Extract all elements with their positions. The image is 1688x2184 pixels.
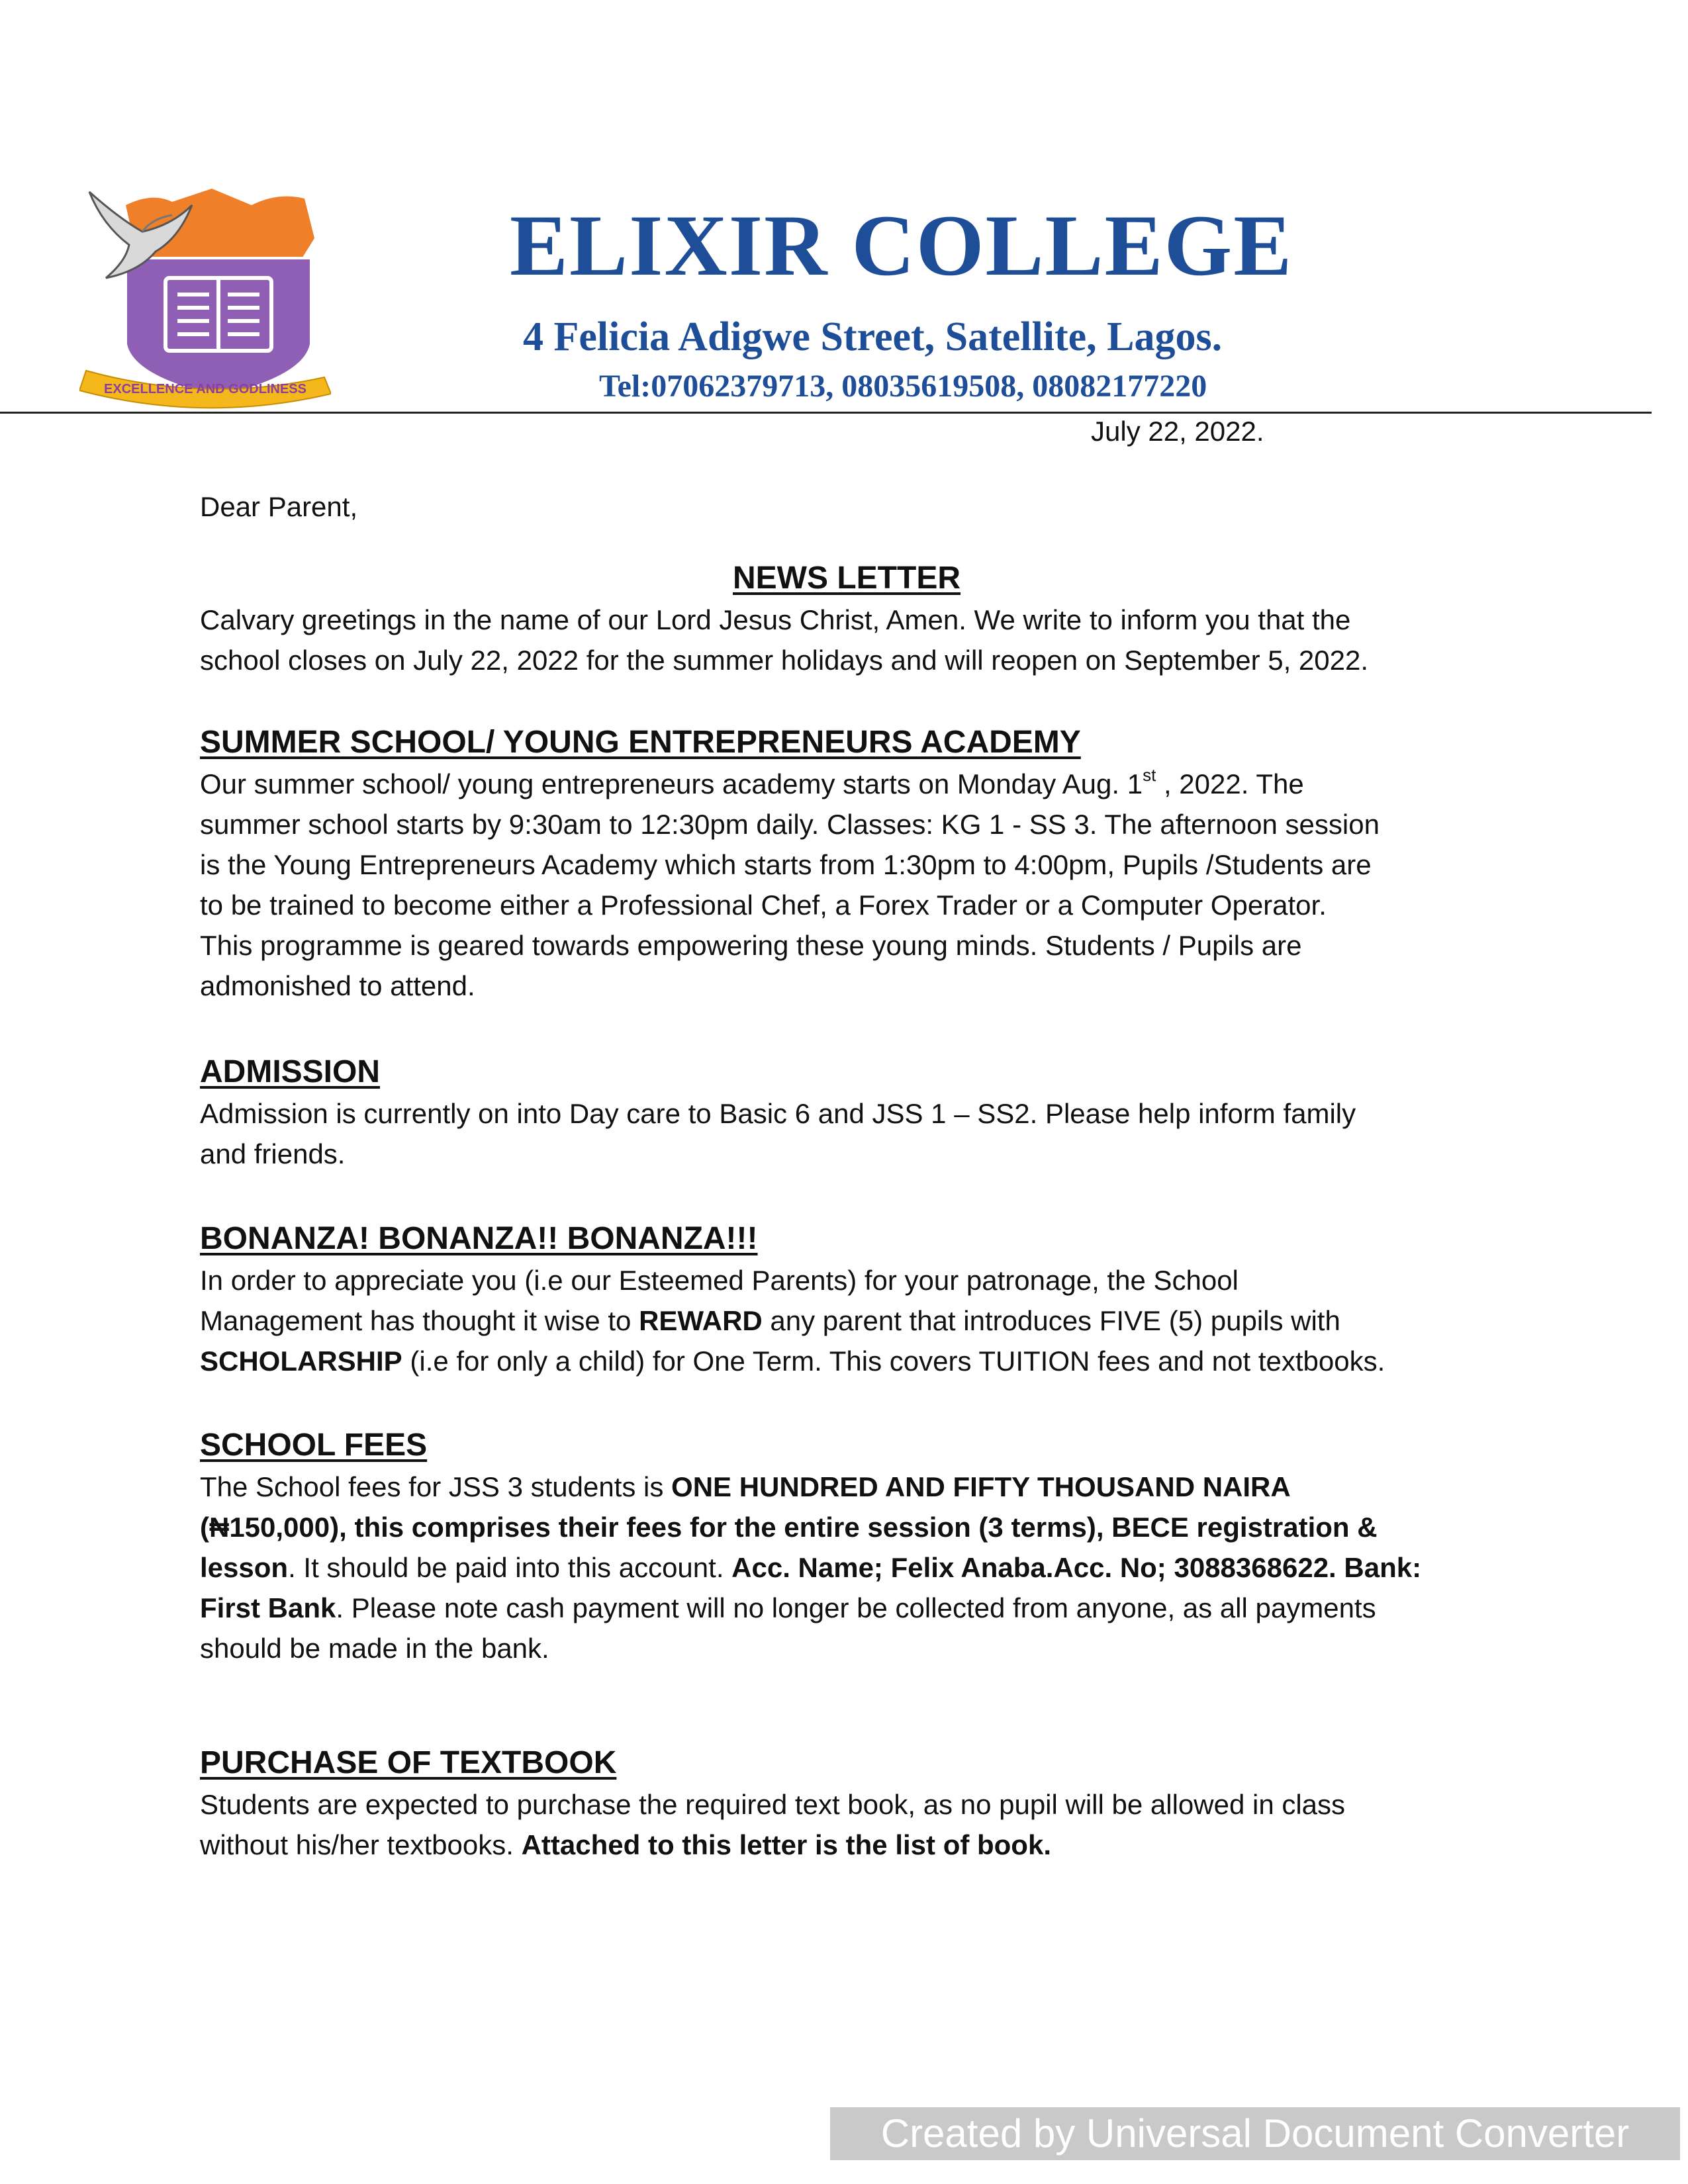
bold-text: ONE HUNDRED AND FIFTY THOUSAND NAIRA (671, 1471, 1291, 1502)
body-line: Calvary greetings in the name of our Lord Jesus Christ, Amen. We write to inform you that the (200, 604, 1351, 635)
body-line (200, 1507, 1530, 1547)
body-text-fragment: Management has thought it wise to (200, 1305, 639, 1336)
bold-text: lesson (200, 1552, 289, 1583)
letter-date: July 22, 2022. (1091, 416, 1264, 447)
body-text-fragment: without his/her textbooks. (200, 1829, 522, 1860)
bonanza-section (200, 1218, 1530, 1381)
body-text-fragment: , 2022. The (1156, 768, 1304, 799)
section-heading: SCHOOL FEES (200, 1428, 428, 1463)
news-letter-body (200, 600, 1530, 680)
body-line (200, 1547, 1530, 1588)
bold-text: Acc. Name; Felix Anaba.Acc. No; 3088368622. Bank: (731, 1552, 1422, 1583)
converter-watermark: Created by Universal Document Converter (830, 2107, 1680, 2160)
college-address: 4 Felicia Adigwe Street, Satellite, Lagos. (523, 314, 1223, 359)
body-line: and friends. (200, 1138, 346, 1169)
body-line: Students are expected to purchase the required text book, as no pupil will be allowed in class (200, 1789, 1346, 1820)
school-fees-section (200, 1424, 1530, 1668)
body-line (200, 1300, 1530, 1341)
salutation: Dear Parent, (200, 491, 358, 522)
body-line: school closes on July 22, 2022 for the summer holidays and will reopen on September 5, 2022. (200, 645, 1369, 676)
body-text-fragment: The School fees for JSS 3 students is (200, 1471, 672, 1502)
section-heading: SUMMER SCHOOL/ YOUNG ENTREPRENEURS ACADEMY (200, 725, 1081, 760)
admission-section (200, 1051, 1530, 1174)
body-text-fragment: Our summer school/ young entrepreneurs academy starts on Monday Aug. 1 (200, 768, 1143, 799)
textbook-section (200, 1742, 1530, 1865)
header-divider (0, 412, 1652, 414)
body-line (200, 764, 1530, 804)
body-line (200, 1588, 1530, 1628)
body-line: summer school starts by 9:30am to 12:30pm daily. Classes: KG 1 - SS 3. The afternoon session (200, 809, 1380, 840)
body-text-fragment: . It should be paid into this account. (288, 1552, 732, 1583)
body-text-fragment: . Please note cash payment will no longer be collected from anyone, as all payments (336, 1592, 1376, 1623)
bold-text: (₦150,000), this comprises their fees for the entire session (3 terms), BECE registration & (200, 1512, 1378, 1543)
news-letter-title-wrap (0, 557, 1688, 600)
bold-text: First Bank (200, 1592, 336, 1623)
college-crest-logo (79, 179, 331, 424)
body-line (200, 1825, 1530, 1865)
body-text-fragment: (i.e for only a child) for One Term. This covers TUITION fees and not textbooks. (402, 1345, 1385, 1377)
body-line: This programme is geared towards empowering these young minds. Students / Pupils are (200, 930, 1302, 961)
section-heading: BONANZA! BONANZA!! BONANZA!!! (200, 1221, 758, 1256)
body-line: In order to appreciate you (i.e our Esteemed Parents) for your patronage, the School (200, 1265, 1239, 1296)
bold-text: Attached to this letter is the list of book. (521, 1829, 1051, 1860)
ordinal-suffix: st (1143, 765, 1156, 785)
section-heading: ADMISSION (200, 1054, 381, 1089)
section-heading: PURCHASE OF TEXTBOOK (200, 1745, 617, 1780)
body-line: admonished to attend. (200, 970, 475, 1001)
body-line (200, 1467, 1530, 1507)
summer-school-section (200, 721, 1530, 1006)
body-line: is the Young Entrepreneurs Academy which starts from 1:30pm to 4:00pm, Pupils /Students are (200, 849, 1372, 880)
news-letter-title: NEWS LETTER (733, 561, 961, 596)
body-line: to be trained to become either a Professional Chef, a Forex Trader or a Computer Operator. (200, 889, 1327, 921)
bold-text: REWARD (639, 1305, 763, 1336)
body-text-fragment: any parent that introduces FIVE (5) pupils with (762, 1305, 1340, 1336)
college-phone: Tel:07062379713, 08035619508, 08082177220 (599, 369, 1207, 404)
college-name: ELIXIR COLLEGE (510, 197, 1293, 294)
body-line (200, 1341, 1530, 1381)
body-line: should be made in the bank. (200, 1633, 549, 1664)
bold-text: SCHOLARSHIP (200, 1345, 402, 1377)
body-line: Admission is currently on into Day care to Basic 6 and JSS 1 – SS2. Please help inform family (200, 1098, 1356, 1129)
motto-text: EXCELLENCE AND GODLINESS (104, 382, 306, 396)
